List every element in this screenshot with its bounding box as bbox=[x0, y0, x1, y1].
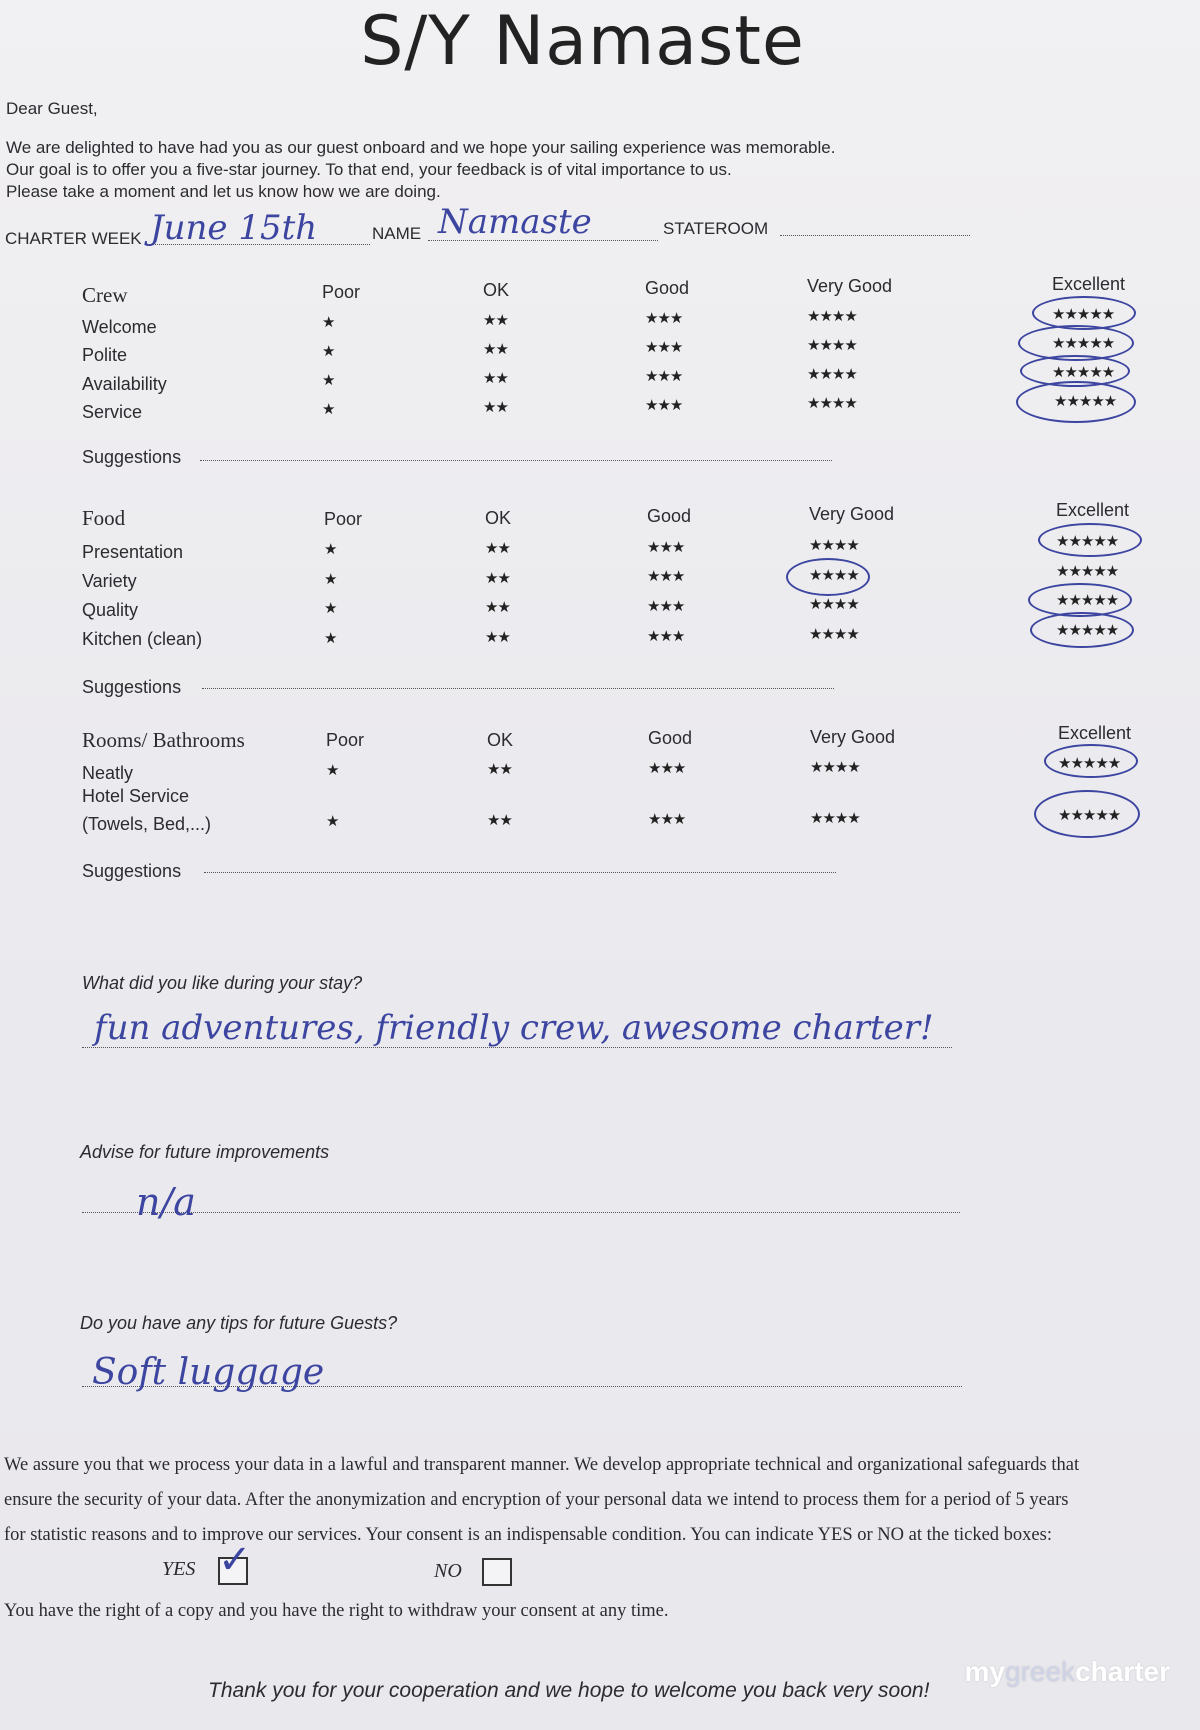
stars-1: ★ bbox=[324, 630, 337, 647]
selection-circle bbox=[1044, 744, 1138, 778]
col-very-good: Very Good bbox=[807, 276, 893, 296]
stars-2: ★★ bbox=[485, 570, 510, 587]
stars-1: ★ bbox=[322, 314, 335, 331]
section-rooms-title: Rooms/ Bathrooms bbox=[82, 728, 245, 752]
crew-suggestions-label: Suggestions bbox=[82, 447, 182, 467]
answer-improvements: n/a bbox=[136, 1180, 196, 1224]
question-liked: What did you like during your stay? bbox=[82, 973, 363, 993]
stars-2: ★★ bbox=[483, 399, 508, 416]
stars-4: ★★★★ bbox=[807, 308, 857, 325]
row-label-polite: Polite bbox=[82, 345, 128, 365]
stars-3: ★★★ bbox=[648, 760, 686, 777]
stars-2: ★★ bbox=[483, 312, 508, 329]
row-label-welcome: Welcome bbox=[82, 317, 157, 337]
stars-3: ★★★ bbox=[647, 628, 685, 645]
stars-2: ★★ bbox=[485, 629, 510, 646]
row-label-hotel-service-detail: (Towels, Bed,...) bbox=[82, 814, 212, 834]
question-improvements: Advise for future improvements bbox=[80, 1142, 330, 1162]
food-suggestions-line bbox=[202, 688, 834, 689]
selection-circle bbox=[1016, 381, 1136, 423]
stars-3: ★★★ bbox=[645, 397, 683, 414]
row-label-hotel-service: Hotel Service bbox=[82, 786, 190, 806]
privacy-line-3: for statistic reasons and to improve our services. Your consent is an indispensable condition. You can indicate YES or NO at the ticked boxes: bbox=[4, 1525, 1052, 1545]
stars-4: ★★★★ bbox=[809, 567, 859, 584]
rooms-suggestions-label: Suggestions bbox=[82, 861, 182, 881]
footer-thanks: Thank you for your cooperation and we hope to welcome you back very soon! bbox=[208, 1679, 930, 1702]
stars-5: ★★★★★ bbox=[1056, 622, 1119, 639]
name-label: NAME bbox=[372, 224, 422, 243]
stars-2: ★★ bbox=[485, 540, 510, 557]
greeting: Dear Guest, bbox=[6, 99, 98, 118]
stars-3: ★★★ bbox=[647, 568, 685, 585]
stars-1: ★ bbox=[322, 401, 335, 418]
stars-1: ★ bbox=[322, 343, 335, 360]
stars-4: ★★★★ bbox=[809, 626, 859, 643]
stars-4: ★★★★ bbox=[810, 810, 860, 827]
rooms-suggestions-line bbox=[204, 872, 836, 873]
stars-3: ★★★ bbox=[645, 339, 683, 356]
stars-1: ★ bbox=[324, 541, 337, 558]
stateroom-line bbox=[780, 235, 970, 236]
stars-3: ★★★ bbox=[647, 539, 685, 556]
consent-no-label: NO bbox=[434, 1560, 462, 1582]
name-value: Namaste bbox=[438, 202, 592, 242]
rights-line: You have the right of a copy and you have the right to withdraw your consent at any time. bbox=[4, 1601, 669, 1621]
stars-4: ★★★★ bbox=[807, 395, 857, 412]
question-tips: Do you have any tips for future Guests? bbox=[80, 1313, 398, 1333]
intro-line-2: Our goal is to offer you a five-star journey. To that end, your feedback is of vital importance to us. bbox=[6, 160, 732, 179]
consent-no-checkbox[interactable] bbox=[482, 1558, 512, 1586]
col-ok: OK bbox=[483, 280, 510, 300]
checkmark-icon: ✓ bbox=[218, 1537, 252, 1583]
privacy-line-1: We assure you that we process your data in a lawful and transparent manner. We develop appropriate technical and organizational safeguards that bbox=[4, 1455, 1080, 1475]
answer-tips: Soft luggage bbox=[92, 1352, 325, 1393]
row-label-quality: Quality bbox=[82, 600, 139, 620]
consent-yes-checkbox[interactable] bbox=[218, 1537, 252, 1585]
charter-week-value: June 15th bbox=[150, 208, 318, 248]
row-label-kitchen: Kitchen (clean) bbox=[82, 629, 203, 649]
stars-4: ★★★★ bbox=[809, 596, 859, 613]
stars-2: ★★ bbox=[483, 341, 508, 358]
col-ok: OK bbox=[487, 730, 514, 750]
selection-circle bbox=[1038, 523, 1142, 557]
stars-1: ★ bbox=[326, 762, 339, 779]
col-poor: Poor bbox=[324, 509, 363, 529]
stars-5: ★★★★★ bbox=[1056, 592, 1119, 609]
intro-line-1: We are delighted to have had you as our guest onboard and we hope your sailing experience was memorable. bbox=[6, 138, 836, 157]
selection-circle bbox=[786, 558, 870, 596]
watermark-logo: mygreekcharter bbox=[964, 1656, 1170, 1687]
consent-yes-label: YES bbox=[162, 1558, 196, 1580]
food-suggestions-label: Suggestions bbox=[82, 677, 182, 697]
row-label-neatly: Neatly bbox=[82, 763, 134, 783]
row-label-presentation: Presentation bbox=[82, 542, 184, 562]
stars-4: ★★★★ bbox=[807, 366, 857, 383]
col-poor: Poor bbox=[322, 282, 361, 302]
col-very-good: Very Good bbox=[810, 727, 896, 747]
stars-3: ★★★ bbox=[645, 368, 683, 385]
stars-4: ★★★★ bbox=[810, 759, 860, 776]
col-excellent: Excellent bbox=[1052, 274, 1126, 294]
col-excellent: Excellent bbox=[1056, 500, 1130, 520]
stars-2: ★★ bbox=[485, 599, 510, 616]
stars-1: ★ bbox=[326, 813, 339, 830]
answer-improvements-line bbox=[82, 1212, 960, 1213]
section-crew-title: Crew bbox=[82, 283, 128, 307]
stars-5: ★★★★★ bbox=[1056, 563, 1119, 580]
stars-5: ★★★★★ bbox=[1056, 533, 1119, 550]
stars-4: ★★★★ bbox=[809, 537, 859, 554]
charter-week-label: CHARTER WEEK bbox=[5, 229, 142, 248]
col-good: Good bbox=[647, 506, 692, 526]
stars-1: ★ bbox=[322, 372, 335, 389]
page-title: S/Y Namaste bbox=[360, 2, 805, 81]
stars-2: ★★ bbox=[487, 812, 512, 829]
stars-4: ★★★★ bbox=[807, 337, 857, 354]
stars-2: ★★ bbox=[487, 761, 512, 778]
stars-5: ★★★★★ bbox=[1052, 306, 1115, 323]
col-excellent: Excellent bbox=[1058, 723, 1132, 743]
row-label-availability: Availability bbox=[82, 374, 167, 394]
stars-3: ★★★ bbox=[647, 598, 685, 615]
section-food-title: Food bbox=[82, 506, 126, 530]
stars-3: ★★★ bbox=[645, 310, 683, 327]
col-good: Good bbox=[645, 278, 690, 298]
answer-liked: fun adventures, friendly crew, awesome charter! bbox=[94, 1008, 934, 1048]
stars-1: ★ bbox=[324, 571, 337, 588]
stars-5: ★★★★★ bbox=[1052, 364, 1115, 381]
stars-5: ★★★★★ bbox=[1052, 335, 1115, 352]
col-very-good: Very Good bbox=[809, 504, 895, 524]
crew-suggestions-line bbox=[200, 460, 832, 461]
stars-5: ★★★★★ bbox=[1054, 393, 1117, 410]
row-label-service: Service bbox=[82, 402, 143, 422]
selection-circle bbox=[1030, 612, 1134, 648]
intro-line-3: Please take a moment and let us know how we are doing. bbox=[6, 182, 441, 201]
stars-5: ★★★★★ bbox=[1058, 807, 1121, 824]
stars-1: ★ bbox=[324, 600, 337, 617]
stars-2: ★★ bbox=[483, 370, 508, 387]
stateroom-label: STATEROOM bbox=[663, 219, 769, 238]
privacy-line-2: ensure the security of your data. After the anonymization and encryption of your personal data we intend to process them for a period of 5 years bbox=[4, 1490, 1069, 1510]
col-good: Good bbox=[648, 728, 693, 748]
col-poor: Poor bbox=[326, 730, 365, 750]
stars-3: ★★★ bbox=[648, 811, 686, 828]
col-ok: OK bbox=[485, 508, 512, 528]
stars-5: ★★★★★ bbox=[1058, 755, 1121, 772]
selection-circle bbox=[1034, 790, 1140, 838]
row-label-variety: Variety bbox=[82, 571, 137, 591]
